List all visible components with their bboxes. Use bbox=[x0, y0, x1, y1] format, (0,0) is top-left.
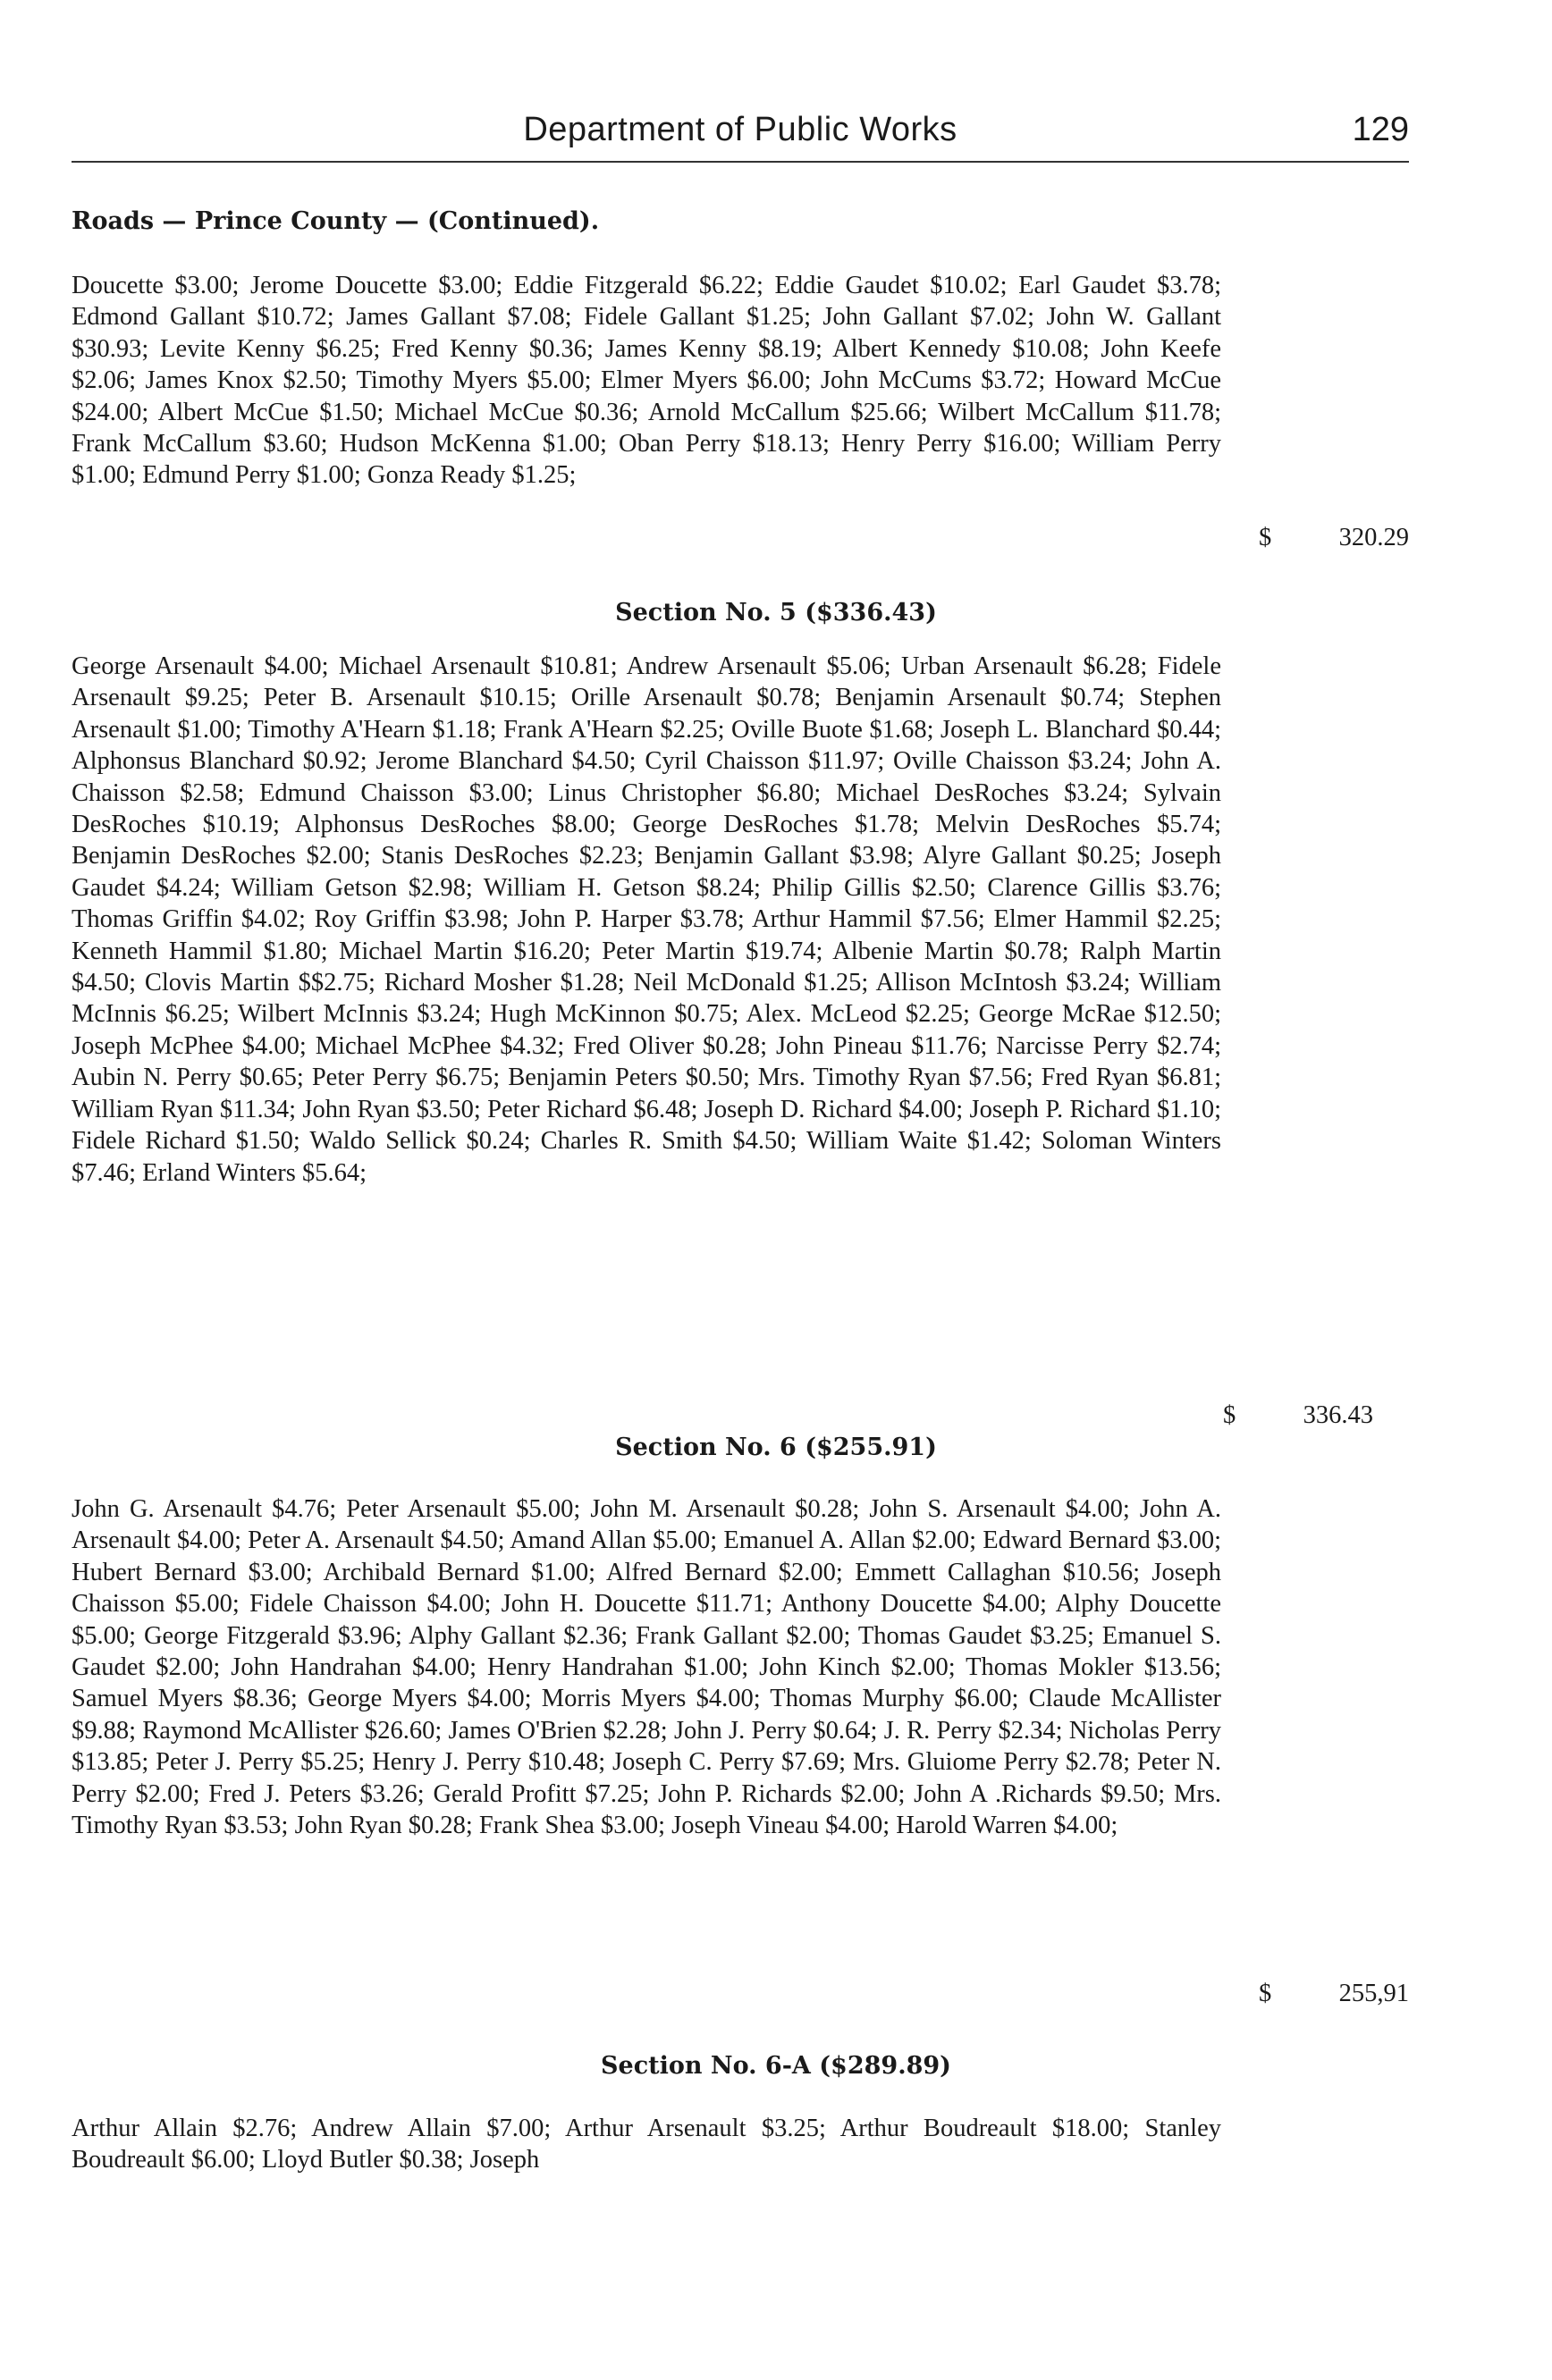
section-6-text: John G. Arsenault $4.76; Peter Arsenault $5.00; John M. Arsenault $0.28; John S. Arsenault $4.00; John A. Arsenault $4.00; Peter A. Arsenault $4.50; Amand Allan $5.00; Emanuel A. Allan $2.00; Edward Bernard $3.00; Hubert Bernard $3.00; Archibald Bernard $1.00; Alfred Bernard $2.00; Emmett Callaghan $10.56; Joseph Chaisson $5.00; Fidele Chaisson $4.00; John H. Doucette $11.71; Anthony Doucette $4.00; Alphy Doucette $5.00; George Fitzgerald $3.96; Alphy Gallant $2.36; Frank Gallant $2.00; Thomas Gaudet $3.25; Emanuel S. Gaudet $2.00; John Handrahan $4.00; Henry Handrahan $1.00; John Kinch $2.00; Thomas Mokler $13.56; Samuel Myers $8.36; George Myers $4.00; Morris Myers $4.00; Thomas Murphy $6.00; Claude McAllister $9.88; Raymond McAllister $26.60; James O'Brien $2.28; John J. Perry $0.64; J. R. Perry $2.34; Nicholas Perry $13.85; Peter J. Perry $5.25; Henry J. Perry $10.48; Joseph C. Perry $7.69; Mrs. Gluiome Perry $2.78; Peter N. Perry $2.00; Fred J. Peters $3.26; Gerald Profitt $7.25; John P. Richards $2.00; John A .Richards $9.50; Mrs. Timothy Ryan $3.53; John Ryan $0.28; Frank Shea $3.00; Joseph Vineau $4.00; Harold Warren $4.00; bbox=[72, 1495, 1221, 1840]
section-5-text: George Arsenault $4.00; Michael Arsenault $10.81; Andrew Arsenault $5.06; Urban Arsenault $6.28; Fidele Arsenault $9.25; Peter B. Arsenault $10.15; Orille Arsenault $0.78; Benjamin Arsenault $0.74; Stephen Arsenault $1.00; Timothy A'Hearn $1.18; Frank A'Hearn $2.25; Oville Buote $1.68; Joseph L. Blanchard $0.44; Alphonsus Blanchard $0.92; Jerome Blanchard $4.50; Cyril Chaisson $11.97; Oville Chaisson $3.24; John A. Chaisson $2.58; Edmund Chaisson $3.00; Linus Christopher $6.80; Michael DesRoches $3.24; Sylvain DesRoches $10.19; Alphonsus DesRoches $8.00; George DesRoches $1.78; Melvin DesRoches $5.74; Benjamin DesRoches $2.00; Stanis DesRoches $2.23; Benjamin Gallant $3.98; Alyre Gallant $0.25; Joseph Gaudet $4.24; William Getson $2.98; William H. Getson $8.24; Philip Gillis $2.50; Clarence Gillis $3.76; Thomas Griffin $4.02; Roy Griffin $3.98; John P. Harper $3.78; Arthur Hammil $7.56; Elmer Hammil $2.25; Kenneth Hammil $1.80; Michael Martin $16.20; Peter Martin $19.74; Albenie Martin $0.78; Ralph Martin $4.50; Clovis Martin $$2.75; Richard Mosher $1.28; Neil McDonald $1.25; Allison McIntosh $3.24; William McInnis $6.25; Wilbert McInnis $3.24; Hugh McKinnon $0.75; Alex. McLeod $2.25; George McRae $12.50; Joseph McPhee $4.00; Michael McPhee $4.32; Fred Oliver $0.28; John Pineau $11.76; Narcisse Perry $2.74; Aubin N. Perry $0.65; Peter Perry $6.75; Benjamin Peters $0.50; Mrs. Timothy Ryan $7.56; Fred Ryan $6.81; William Ryan $11.34; John Ryan $3.50; Peter Richard $6.48; Joseph D. Richard $4.00; Joseph P. Richard $1.10; Fidele Richard $1.50; Waldo Sellick $0.24; Charles R. Smith $4.50; William Waite $1.42; Soloman Winters $7.46; Erland Winters $5.64; bbox=[72, 652, 1221, 1187]
section-5-total-symbol: $ bbox=[1223, 1401, 1236, 1429]
intro-total-symbol: $ bbox=[1259, 524, 1272, 551]
section-6a-title: Section No. 6-A ($289.89) bbox=[601, 2052, 951, 2080]
continued-heading: Roads — Prince County — (Continued). bbox=[72, 207, 600, 235]
section-5-title: Section No. 5 ($336.43) bbox=[615, 599, 937, 627]
section-6-title: Section No. 6 ($255.91) bbox=[615, 1434, 937, 1461]
section-6-total-amount: 255,91 bbox=[1338, 1980, 1409, 2007]
page-number: 129 bbox=[1352, 111, 1409, 148]
running-title: Department of Public Works bbox=[523, 111, 957, 148]
intro-total-amount: 320.29 bbox=[1338, 524, 1409, 551]
page-header bbox=[72, 105, 1409, 163]
section-6a-text: Arthur Allain $2.76; Andrew Allain $7.00; Arthur Arsenault $3.25; Arthur Boudreault $18.00; Stanley Boudreault $6.00; Lloyd Butler $0.38; Joseph bbox=[72, 2115, 1221, 2174]
section-5-total-amount: 336.43 bbox=[1303, 1401, 1373, 1429]
section-6-total-symbol: $ bbox=[1259, 1980, 1272, 2007]
intro-paragraph: Doucette $3.00; Jerome Doucette $3.00; Eddie Fitzgerald $6.22; Eddie Gaudet $10.02; Earl Gaudet $3.78; Edmond Gallant $10.72; James Gallant $7.08; Fidele Gallant $1.25; John Gallant $7.02; John W. Gallant $30.93; Levite Kenny $6.25; Fred Kenny $0.36; James Kenny $8.19; Albert Kennedy $10.08; John Keefe $2.06; James Knox $2.50; Timothy Myers $5.00; Elmer Myers $6.00; John McCums $3.72; Howard McCue $24.00; Albert McCue $1.50; Michael McCue $0.36; Arnold McCallum $25.66; Wilbert McCallum $11.78; Frank McCallum $3.60; Hudson McKenna $1.00; Oban Perry $18.13; Henry Perry $16.00; William Perry $1.00; Edmund Perry $1.00; Gonza Ready $1.25; bbox=[72, 272, 1221, 490]
